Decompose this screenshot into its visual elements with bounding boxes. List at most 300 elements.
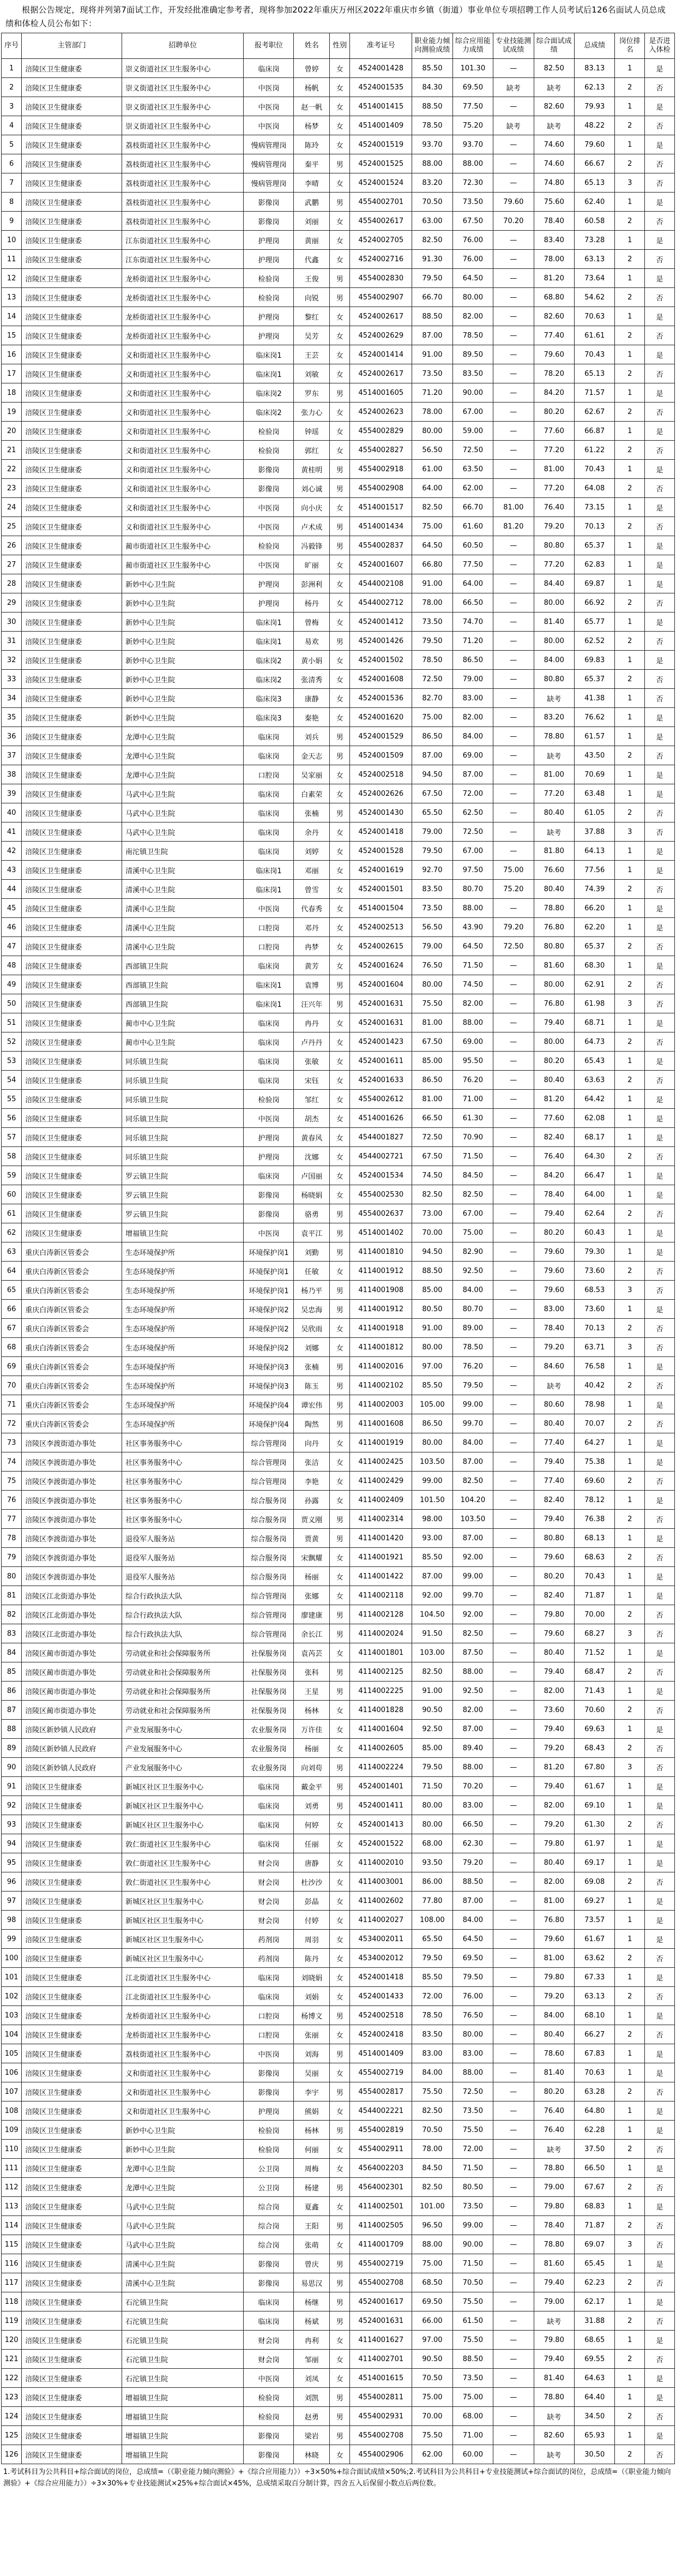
skill-score-cell: 81.00: [493, 498, 534, 517]
gender-cell: 女: [330, 116, 350, 135]
ticket-no-cell: 4114002128: [350, 1605, 412, 1624]
department-cell: 涪陵区卫生健康委: [22, 670, 122, 689]
position-cell: 临床岗: [244, 842, 294, 861]
skill-score-cell: —: [493, 1032, 534, 1052]
aptitude-score-cell: 83.50: [412, 880, 452, 899]
physical-exam-cell: 否: [645, 1281, 675, 1300]
unit-cell: 石沱镇卫生院: [122, 2331, 244, 2350]
rank-cell: 2: [615, 2445, 645, 2464]
seq-cell: 97: [2, 1892, 22, 1911]
department-cell: 涪陵区卫生健康委: [22, 689, 122, 708]
ticket-no-cell: 4544001827: [350, 1128, 412, 1147]
unit-cell: 新城区社区卫生服务中心: [122, 1777, 244, 1796]
rank-cell: 1: [615, 689, 645, 708]
table-row: [2, 842, 675, 861]
rank-cell: 2: [615, 2082, 645, 2101]
ticket-no-cell: 4524002617: [350, 364, 412, 383]
name-cell: 周梅: [294, 2159, 330, 2178]
gender-cell: 男: [330, 2044, 350, 2063]
aptitude-score-cell: 75.50: [412, 994, 452, 1013]
skill-score-cell: —: [493, 1567, 534, 1586]
rank-cell: 3: [615, 994, 645, 1013]
skill-score-cell: —: [493, 1586, 534, 1605]
rank-cell: 2: [615, 1662, 645, 1682]
rank-cell: 1: [615, 2044, 645, 2063]
rank-cell: 1: [615, 2388, 645, 2407]
unit-cell: 江东街道社区卫生服务中心: [122, 250, 244, 269]
position-cell: 临床岗: [244, 2311, 294, 2331]
seq-cell: 36: [2, 727, 22, 746]
name-cell: 杨梦: [294, 116, 330, 135]
seq-cell: 42: [2, 842, 22, 861]
total-score-cell: 69.17: [574, 1853, 614, 1872]
application-score-cell: 87.00: [452, 1720, 493, 1739]
unit-cell: 同乐镇卫生院: [122, 1128, 244, 1147]
physical-exam-cell: 否: [645, 2216, 675, 2235]
ticket-no-cell: 4114002027: [350, 1911, 412, 1930]
interview-score-cell: 77.20: [534, 784, 574, 803]
position-cell: 综合服务岗: [244, 1548, 294, 1567]
skill-score-cell: —: [493, 2121, 534, 2140]
aptitude-score-cell: 84.00: [412, 2063, 452, 2082]
seq-cell: 113: [2, 2197, 22, 2216]
application-score-cell: 80.50: [452, 2178, 493, 2197]
seq-cell: 52: [2, 1032, 22, 1052]
ticket-no-cell: 4524001631: [350, 994, 412, 1013]
name-cell: 李晴: [294, 173, 330, 193]
skill-score-cell: —: [493, 536, 534, 555]
rank-cell: 1: [615, 135, 645, 154]
position-cell: 临床岗: [244, 2292, 294, 2311]
department-cell: 涪陵区卫生健康委: [22, 2254, 122, 2273]
column-header: 招聘单位: [122, 33, 244, 59]
gender-cell: 女: [330, 822, 350, 842]
interview-score-cell: 缺考: [534, 2311, 574, 2331]
ticket-no-cell: 4554002612: [350, 1090, 412, 1109]
ticket-no-cell: 4114003001: [350, 1872, 412, 1892]
gender-cell: 女: [330, 250, 350, 269]
unit-cell: 新妙中心卫生院: [122, 593, 244, 613]
department-cell: 涪陵区卫生健康委: [22, 632, 122, 651]
skill-score-cell: —: [493, 593, 534, 613]
department-cell: 涪陵区卫生健康委: [22, 269, 122, 288]
position-cell: 社保服务岗: [244, 1643, 294, 1662]
application-score-cell: 75.20: [452, 116, 493, 135]
seq-cell: 48: [2, 956, 22, 975]
rank-cell: 1: [615, 1777, 645, 1796]
position-cell: 影像岗: [244, 2063, 294, 2082]
ticket-no-cell: 4554002906: [350, 2445, 412, 2464]
seq-cell: 31: [2, 632, 22, 651]
rank-cell: 2: [615, 1548, 645, 1567]
position-cell: 综合服务岗: [244, 1529, 294, 1548]
position-cell: 临床岗: [244, 1815, 294, 1834]
ticket-no-cell: 4114002501: [350, 2197, 412, 2216]
application-score-cell: 64.50: [452, 269, 493, 288]
physical-exam-cell: 否: [645, 116, 675, 135]
unit-cell: 清溪中心卫生院: [122, 861, 244, 880]
application-score-cell: 74.50: [452, 975, 493, 994]
interview-score-cell: 79.20: [534, 1338, 574, 1357]
ticket-no-cell: 4114002224: [350, 1758, 412, 1777]
position-cell: 临床岗: [244, 1032, 294, 1052]
interview-score-cell: 78.40: [534, 212, 574, 231]
skill-score-cell: —: [493, 1911, 534, 1930]
rank-cell: 1: [615, 536, 645, 555]
department-cell: 涪陵区卫生健康委: [22, 2197, 122, 2216]
interview-score-cell: 缺考: [534, 689, 574, 708]
interview-score-cell: 81.00: [534, 1949, 574, 1968]
position-cell: 临床岗: [244, 1052, 294, 1071]
department-cell: 涪陵区卫生健康委: [22, 116, 122, 135]
table-row: [2, 1605, 675, 1624]
seq-cell: 101: [2, 1968, 22, 1987]
unit-cell: 社区事务服务中心: [122, 1472, 244, 1491]
total-score-cell: 61.61: [574, 326, 614, 345]
department-cell: 重庆白涛新区管委会: [22, 1338, 122, 1357]
unit-cell: 生态环境保护所: [122, 1281, 244, 1300]
gender-cell: 男: [330, 1777, 350, 1796]
table-row: [2, 918, 675, 937]
aptitude-score-cell: 74.50: [412, 1166, 452, 1185]
physical-exam-cell: 否: [645, 1701, 675, 1720]
interview-score-cell: 84.60: [534, 1357, 574, 1376]
application-score-cell: 84.00: [452, 1281, 493, 1300]
unit-cell: 蔺市街道社区卫生服务中心: [122, 536, 244, 555]
seq-cell: 68: [2, 1338, 22, 1357]
ticket-no-cell: 4554002907: [350, 288, 412, 307]
department-cell: 重庆白涛新区管委会: [22, 1281, 122, 1300]
interview-score-cell: 77.20: [534, 441, 574, 460]
rank-cell: 2: [615, 2025, 645, 2044]
seq-cell: 80: [2, 1567, 22, 1586]
physical-exam-cell: 是: [645, 574, 675, 593]
seq-cell: 5: [2, 135, 22, 154]
department-cell: 涪陵区卫生健康委: [22, 2273, 122, 2292]
application-score-cell: 83.50: [452, 364, 493, 383]
application-score-cell: 75.50: [452, 2292, 493, 2311]
total-score-cell: 65.43: [574, 1052, 614, 1071]
interview-score-cell: 76.40: [534, 2101, 574, 2121]
unit-cell: 石沱镇卫生院: [122, 2350, 244, 2369]
total-score-cell: 69.27: [574, 1892, 614, 1911]
physical-exam-cell: 否: [645, 689, 675, 708]
position-cell: 护理岗: [244, 250, 294, 269]
department-cell: 涪陵区新妙镇人民政府: [22, 1739, 122, 1758]
total-score-cell: 64.63: [574, 2369, 614, 2388]
column-header: 是否进入体检: [645, 33, 675, 59]
skill-score-cell: —: [493, 173, 534, 193]
header-row: [2, 33, 675, 59]
aptitude-score-cell: 91.00: [412, 574, 452, 593]
unit-cell: 清溪中心卫生院: [122, 2254, 244, 2273]
aptitude-score-cell: 86.50: [412, 1414, 452, 1433]
seq-cell: 102: [2, 1987, 22, 2006]
ticket-no-cell: 4524001502: [350, 651, 412, 670]
rank-cell: 3: [615, 1338, 645, 1357]
name-cell: 刘婷: [294, 842, 330, 861]
position-cell: 护理岗: [244, 1128, 294, 1147]
table-row: [2, 59, 675, 78]
total-score-cell: 68.30: [574, 956, 614, 975]
name-cell: 王阳: [294, 2216, 330, 2235]
interview-score-cell: 74.60: [534, 135, 574, 154]
application-score-cell: 67.50: [452, 212, 493, 231]
department-cell: 涪陵区卫生健康委: [22, 1911, 122, 1930]
total-score-cell: 70.13: [574, 517, 614, 536]
position-cell: 综合管理岗: [244, 1433, 294, 1452]
position-cell: 临床岗2: [244, 383, 294, 403]
physical-exam-cell: 是: [645, 555, 675, 574]
skill-score-cell: —: [493, 651, 534, 670]
application-score-cell: 66.50: [452, 593, 493, 613]
total-score-cell: 60.58: [574, 212, 614, 231]
rank-cell: 1: [615, 1911, 645, 1930]
skill-score-cell: —: [493, 842, 534, 861]
department-cell: 涪陵区卫生健康委: [22, 2407, 122, 2426]
table-row: [2, 746, 675, 765]
table-row: [2, 1185, 675, 1204]
ticket-no-cell: 4514001409: [350, 116, 412, 135]
aptitude-score-cell: 75.00: [412, 2254, 452, 2273]
position-cell: 检验岗: [244, 269, 294, 288]
interview-score-cell: 78.40: [534, 1319, 574, 1338]
gender-cell: 男: [330, 746, 350, 765]
application-score-cell: 71.00: [452, 2426, 493, 2445]
table-row: [2, 307, 675, 326]
position-cell: 影像岗: [244, 2273, 294, 2292]
seq-cell: 123: [2, 2388, 22, 2407]
position-cell: 检验岗: [244, 2388, 294, 2407]
table-row: [2, 1300, 675, 1319]
application-score-cell: 88.00: [452, 1662, 493, 1682]
aptitude-score-cell: 84.30: [412, 78, 452, 97]
interview-score-cell: 76.80: [534, 994, 574, 1013]
total-score-cell: 79.93: [574, 97, 614, 116]
position-cell: 临床岗: [244, 1834, 294, 1853]
position-cell: 影像岗: [244, 2426, 294, 2445]
seq-cell: 107: [2, 2082, 22, 2101]
application-score-cell: 69.00: [452, 1032, 493, 1052]
interview-score-cell: 79.60: [534, 1242, 574, 1262]
aptitude-score-cell: 91.00: [412, 345, 452, 364]
skill-score-cell: —: [493, 383, 534, 403]
total-score-cell: 66.47: [574, 1166, 614, 1185]
interview-score-cell: 80.80: [534, 536, 574, 555]
rank-cell: 1: [615, 345, 645, 364]
name-cell: 黄芳: [294, 956, 330, 975]
department-cell: 涪陵区卫生健康委: [22, 250, 122, 269]
interview-score-cell: 79.20: [534, 1987, 574, 2006]
aptitude-score-cell: 90.50: [412, 2350, 452, 2369]
department-cell: 涪陵区卫生健康委: [22, 1834, 122, 1853]
position-cell: 综合岗: [244, 2216, 294, 2235]
total-score-cell: 69.63: [574, 1720, 614, 1739]
aptitude-score-cell: 87.00: [412, 746, 452, 765]
application-score-cell: 67.00: [452, 842, 493, 861]
name-cell: 黄丽: [294, 231, 330, 250]
application-score-cell: 60.50: [452, 536, 493, 555]
department-cell: 涪陵区卫生健康委: [22, 708, 122, 727]
unit-cell: 同乐镇卫生院: [122, 1090, 244, 1109]
gender-cell: 女: [330, 1147, 350, 1166]
aptitude-score-cell: 75.00: [412, 2388, 452, 2407]
physical-exam-cell: 否: [645, 326, 675, 345]
position-cell: 农业服务岗: [244, 1758, 294, 1777]
position-cell: 中医岗: [244, 1223, 294, 1242]
skill-score-cell: —: [493, 1510, 534, 1529]
total-score-cell: 73.64: [574, 269, 614, 288]
skill-score-cell: —: [493, 1338, 534, 1357]
application-score-cell: 84.00: [452, 727, 493, 746]
interview-score-cell: 79.80: [534, 2331, 574, 2350]
ticket-no-cell: 4114001912: [350, 1262, 412, 1281]
position-cell: 财会岗: [244, 1911, 294, 1930]
name-cell: 代鑫: [294, 250, 330, 269]
seq-cell: 10: [2, 231, 22, 250]
position-cell: 中医岗: [244, 2044, 294, 2063]
rank-cell: 3: [615, 2235, 645, 2254]
unit-cell: 新妙中心卫生院: [122, 2140, 244, 2159]
rank-cell: 1: [615, 1395, 645, 1414]
table-row: [2, 2006, 675, 2025]
position-cell: 农业服务岗: [244, 1739, 294, 1758]
physical-exam-cell: 否: [645, 1338, 675, 1357]
application-score-cell: 73.50: [452, 2197, 493, 2216]
seq-cell: 117: [2, 2273, 22, 2292]
application-score-cell: 83.00: [452, 2044, 493, 2063]
unit-cell: 生态环境保护所: [122, 1357, 244, 1376]
gender-cell: 女: [330, 1338, 350, 1357]
table-row: [2, 574, 675, 593]
department-cell: 涪陵区卫生健康委: [22, 1815, 122, 1834]
name-cell: 胡杰: [294, 1109, 330, 1128]
table-row: [2, 2445, 675, 2464]
department-cell: 涪陵区卫生健康委: [22, 2178, 122, 2197]
department-cell: 涪陵区卫生健康委: [22, 97, 122, 116]
unit-cell: 崇义街道社区卫生服务中心: [122, 59, 244, 78]
name-cell: 张洁: [294, 1452, 330, 1472]
name-cell: 张楠: [294, 1357, 330, 1376]
interview-score-cell: 82.40: [534, 1491, 574, 1510]
ticket-no-cell: 4524002623: [350, 403, 412, 422]
unit-cell: 增福镇卫生院: [122, 2445, 244, 2464]
position-cell: 口腔岗: [244, 765, 294, 784]
rank-cell: 1: [615, 708, 645, 727]
interview-score-cell: 79.80: [534, 2197, 574, 2216]
aptitude-score-cell: 78.50: [412, 651, 452, 670]
ticket-no-cell: 4554002617: [350, 212, 412, 231]
gender-cell: 女: [330, 1930, 350, 1949]
physical-exam-cell: 否: [645, 1949, 675, 1968]
rank-cell: 1: [615, 574, 645, 593]
skill-score-cell: —: [493, 1281, 534, 1300]
rank-cell: 2: [615, 746, 645, 765]
table-row: [2, 937, 675, 956]
skill-score-cell: —: [493, 2197, 534, 2216]
position-cell: 影像岗: [244, 2445, 294, 2464]
total-score-cell: 54.62: [574, 288, 614, 307]
ticket-no-cell: 4554002819: [350, 2121, 412, 2140]
rank-cell: 1: [615, 555, 645, 574]
table-row: [2, 460, 675, 479]
interview-score-cell: 80.80: [534, 1529, 574, 1548]
physical-exam-cell: 否: [645, 994, 675, 1013]
unit-cell: 社区事务服务中心: [122, 1433, 244, 1452]
interview-score-cell: 80.80: [534, 670, 574, 689]
table-row: [2, 2121, 675, 2140]
ticket-no-cell: 4554002637: [350, 1204, 412, 1223]
name-cell: 赵勇: [294, 2407, 330, 2426]
interview-score-cell: 缺考: [534, 2445, 574, 2464]
aptitude-score-cell: 94.50: [412, 765, 452, 784]
physical-exam-cell: 是: [645, 1452, 675, 1472]
gender-cell: 女: [330, 1319, 350, 1338]
department-cell: 涪陵区卫生健康委: [22, 2311, 122, 2331]
department-cell: 涪陵区卫生健康委: [22, 403, 122, 422]
table-row: [2, 861, 675, 880]
gender-cell: 男: [330, 288, 350, 307]
position-cell: 临床岗: [244, 1166, 294, 1185]
rank-cell: 2: [615, 403, 645, 422]
ticket-no-cell: 4554002719: [350, 2254, 412, 2273]
department-cell: 涪陵区卫生健康委: [22, 1185, 122, 1204]
table-row: [2, 498, 675, 517]
ticket-no-cell: 4524001414: [350, 345, 412, 364]
application-score-cell: 87.00: [452, 1452, 493, 1472]
rank-cell: 1: [615, 269, 645, 288]
application-score-cell: 72.50: [452, 2082, 493, 2101]
application-score-cell: 92.50: [452, 1262, 493, 1281]
name-cell: 何丽: [294, 2140, 330, 2159]
physical-exam-cell: 是: [645, 1128, 675, 1147]
unit-cell: 综合行政执法大队: [122, 1586, 244, 1605]
application-score-cell: 87.00: [452, 1892, 493, 1911]
physical-exam-cell: 否: [645, 1262, 675, 1281]
physical-exam-cell: 是: [645, 345, 675, 364]
physical-exam-cell: 否: [645, 288, 675, 307]
interview-score-cell: 79.60: [534, 345, 574, 364]
total-score-cell: 68.13: [574, 1529, 614, 1548]
application-score-cell: 76.50: [452, 2006, 493, 2025]
department-cell: 涪陵区卫生健康委: [22, 1204, 122, 1223]
position-cell: 临床岗: [244, 1796, 294, 1815]
table-row: [2, 403, 675, 422]
application-score-cell: 61.60: [452, 517, 493, 536]
column-header: 主管部门: [22, 33, 122, 59]
rank-cell: 2: [615, 1701, 645, 1720]
total-score-cell: 69.87: [574, 574, 614, 593]
seq-cell: 17: [2, 364, 22, 383]
application-score-cell: 78.50: [452, 326, 493, 345]
interview-score-cell: 80.80: [534, 937, 574, 956]
seq-cell: 14: [2, 307, 22, 326]
skill-score-cell: —: [493, 135, 534, 154]
application-score-cell: 97.50: [452, 861, 493, 880]
physical-exam-cell: 否: [645, 2082, 675, 2101]
position-cell: 综合管理岗: [244, 1605, 294, 1624]
application-score-cell: 88.00: [452, 1758, 493, 1777]
physical-exam-cell: 是: [645, 97, 675, 116]
rank-cell: 2: [615, 1605, 645, 1624]
aptitude-score-cell: 86.50: [412, 1071, 452, 1090]
table-row: [2, 784, 675, 803]
interview-score-cell: 79.40: [534, 1013, 574, 1032]
physical-exam-cell: 否: [645, 1319, 675, 1338]
gender-cell: 女: [330, 1567, 350, 1586]
name-cell: 王芸: [294, 345, 330, 364]
gender-cell: 女: [330, 1128, 350, 1147]
